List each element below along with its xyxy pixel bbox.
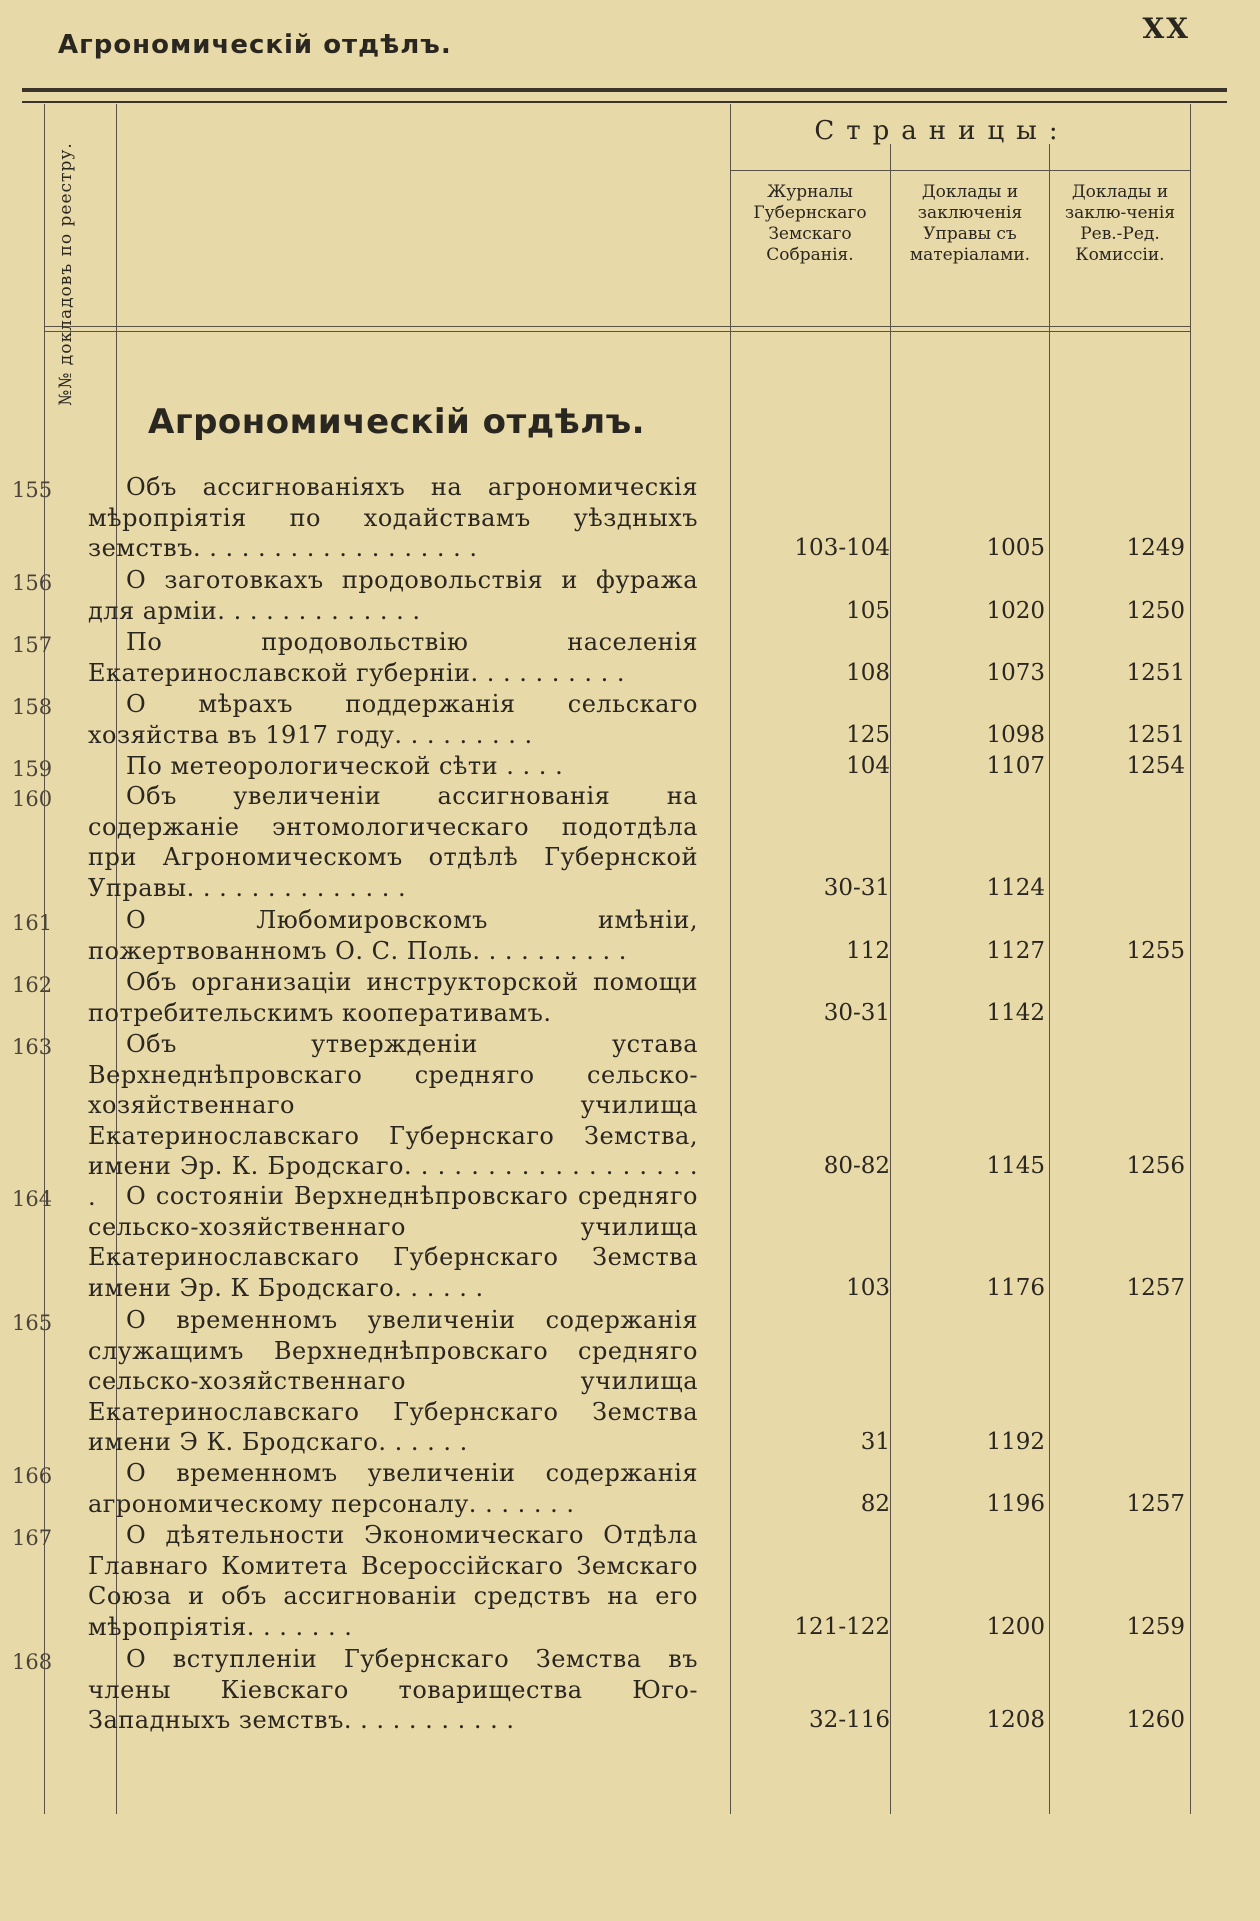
journal-page: 105 <box>846 597 890 624</box>
rev-page: 1256 <box>1126 1153 1185 1179</box>
entry-number: 160 <box>12 787 53 811</box>
journal-page: 125 <box>846 721 890 748</box>
journal-page: 103-104 <box>794 535 890 561</box>
rev-page: 1251 <box>1126 721 1185 748</box>
rev-page: 1260 <box>1126 1707 1185 1733</box>
page-number: XX <box>1142 12 1190 45</box>
journal-page: 30-31 <box>823 999 890 1026</box>
entry-text-cell <box>88 689 698 750</box>
journal-page: 103 <box>846 1274 890 1301</box>
reports-column-header: Доклады и заключенія Управы съ матеріалами. <box>909 182 1031 265</box>
report-page: 1145 <box>986 1153 1045 1179</box>
report-page: 1192 <box>986 1429 1045 1455</box>
rev-page: 1250 <box>1126 597 1185 624</box>
report-page: 1200 <box>986 1613 1045 1640</box>
journal-page: 31 <box>860 1429 890 1455</box>
table-border-left <box>44 104 45 1814</box>
pages-head-rule <box>730 170 1190 171</box>
journal-page: 104 <box>846 753 890 779</box>
entry-title: О дѣятельности Экономическаго Отдѣла Главнаго Комитета Всероссійскаго Земскаго Союза и объ ассигнованіи средствъ на его мѣропріятія. . . . . . . <box>88 1521 698 1641</box>
table-border-right <box>1190 104 1191 1814</box>
journal-page: 121-122 <box>794 1613 890 1640</box>
entry-number: 168 <box>12 1650 53 1674</box>
num-column-header: №№ докладовъ по реестру. <box>56 142 76 406</box>
rev-page: 1249 <box>1126 535 1185 561</box>
column-divider-report <box>1049 144 1050 1814</box>
entry-number: 163 <box>12 1035 53 1059</box>
journal-page: 82 <box>860 1490 890 1517</box>
journal-page: 30-31 <box>823 874 890 901</box>
rev-page: 1255 <box>1126 937 1185 964</box>
entry-title: О вступленіи Губернскаго Земства въ члены Кіевскаго товарищества Юго-Западныхъ земствъ. . . . . . . . . . . <box>88 1645 698 1734</box>
rev-page: 1259 <box>1126 1613 1185 1640</box>
entry-number: 161 <box>12 911 53 935</box>
report-page: 1073 <box>986 659 1045 686</box>
section-title: Агрономическій отдѣлъ. <box>148 402 646 442</box>
entry-text-cell <box>88 565 698 626</box>
report-page: 1196 <box>986 1490 1045 1517</box>
entry-text-cell <box>88 1644 698 1736</box>
journal-page: 80-82 <box>823 1153 890 1179</box>
entry-text-cell <box>88 1305 698 1458</box>
rev-page: 1251 <box>1126 659 1185 686</box>
entry-number: 157 <box>12 633 53 657</box>
entry-text-cell <box>88 1458 698 1519</box>
report-page: 1208 <box>986 1707 1045 1733</box>
entry-text-cell <box>88 751 698 782</box>
entry-title: По метеорологической сѣти . . . . <box>126 752 564 780</box>
report-page: 1107 <box>986 753 1045 779</box>
head-rule-1 <box>44 326 1190 327</box>
report-page: 1176 <box>986 1274 1045 1301</box>
report-page: 1005 <box>986 535 1045 561</box>
report-page: 1124 <box>986 874 1045 901</box>
journal-page: 108 <box>846 659 890 686</box>
entry-number: 155 <box>12 478 53 502</box>
entry-title: Объ утвержденіи устава Верхнеднѣпровскаго средняго сельско-хозяйственнаго училища Екатеринославскаго Губернскаго Земства, имени Эр. К. Бродскаго. . . . . . . . . . . . . . . . . . . <box>88 1030 698 1211</box>
page-header <box>0 0 1260 80</box>
pages-header: Страницы: <box>814 116 1070 146</box>
entry-number: 167 <box>12 1526 53 1550</box>
entry-title: Объ ассигнованіяхъ на агрономическія мѣропріятія по ходайствамъ уѣздныхъ земствъ. . . . . . . . . . . . . . . . . . <box>88 473 698 562</box>
entry-title: О Любомировскомъ имѣніи, пожертвованномъ О. С. Поль. . . . . . . . . . <box>88 906 698 965</box>
entry-title: О заготовкахъ продовольствія и фуража для арміи. . . . . . . . . . . . . <box>88 566 698 625</box>
rev-column-header: Доклады и заклю-ченія Рев.-Ред. Комиссіи. <box>1064 182 1176 265</box>
entry-text-cell <box>88 781 698 903</box>
report-page: 1127 <box>986 937 1045 964</box>
running-title: Агрономическій отдѣлъ. <box>58 30 452 60</box>
journal-page: 32-116 <box>809 1707 890 1733</box>
entry-number: 156 <box>12 571 53 595</box>
entry-text-cell <box>88 967 698 1028</box>
rev-page: 1254 <box>1126 753 1185 779</box>
entry-number: 165 <box>12 1311 53 1335</box>
entry-title: Объ организаціи инструкторской помощи потребительскимъ кооперативамъ. <box>88 968 698 1027</box>
entry-title: Объ увеличеніи ассигнованія на содержаніе энтомологическаго подотдѣла при Агрономическомъ отдѣлѣ Губернской Управы. . . . . . . . . . . . . . <box>88 782 698 902</box>
entry-number: 162 <box>12 973 53 997</box>
rev-page: 1257 <box>1126 1490 1185 1517</box>
entry-number: 158 <box>12 695 53 719</box>
header-rule <box>22 88 1227 103</box>
journals-column-header: Журналы Губернскаго Земскаго Собранія. <box>753 182 867 265</box>
report-page: 1098 <box>986 721 1045 748</box>
entry-title: О временномъ увеличеніи содержанія служащимъ Верхнеднѣпровскаго средняго сельско-хозяйственнаго училища Екатеринославскаго Губернскаго Земства имени Э К. Бродскаго. . . . . . <box>88 1306 698 1456</box>
entry-number: 159 <box>12 757 53 781</box>
entry-title: О мѣрахъ поддержанія сельскаго хозяйства въ 1917 году. . . . . . . . . <box>88 690 698 749</box>
entry-text-cell <box>88 472 698 564</box>
entry-number: 166 <box>12 1464 53 1488</box>
report-page: 1020 <box>986 597 1045 624</box>
entry-text-cell <box>88 1520 698 1642</box>
head-rule-2 <box>44 331 1190 332</box>
entry-text-cell <box>88 627 698 688</box>
entry-title: По продовольствію населенія Екатеринославской губерніи. . . . . . . . . . <box>88 628 698 687</box>
entry-title: О временномъ увеличеніи содержанія агрономическому персоналу. . . . . . . <box>88 1459 698 1518</box>
rev-page: 1257 <box>1126 1274 1185 1301</box>
entry-title: О состояніи Верхнеднѣпровскаго средняго сельско-хозяйственнаго училища Екатеринославскаго Губернскаго Земства имени Эр. К Бродскаго. . . . . . <box>88 1182 698 1302</box>
report-page: 1142 <box>986 999 1045 1026</box>
entry-number: 164 <box>12 1187 53 1211</box>
journal-page: 112 <box>846 937 890 964</box>
entry-text-cell <box>88 1181 698 1303</box>
column-divider-journal <box>890 144 891 1814</box>
entry-text-cell <box>88 905 698 966</box>
